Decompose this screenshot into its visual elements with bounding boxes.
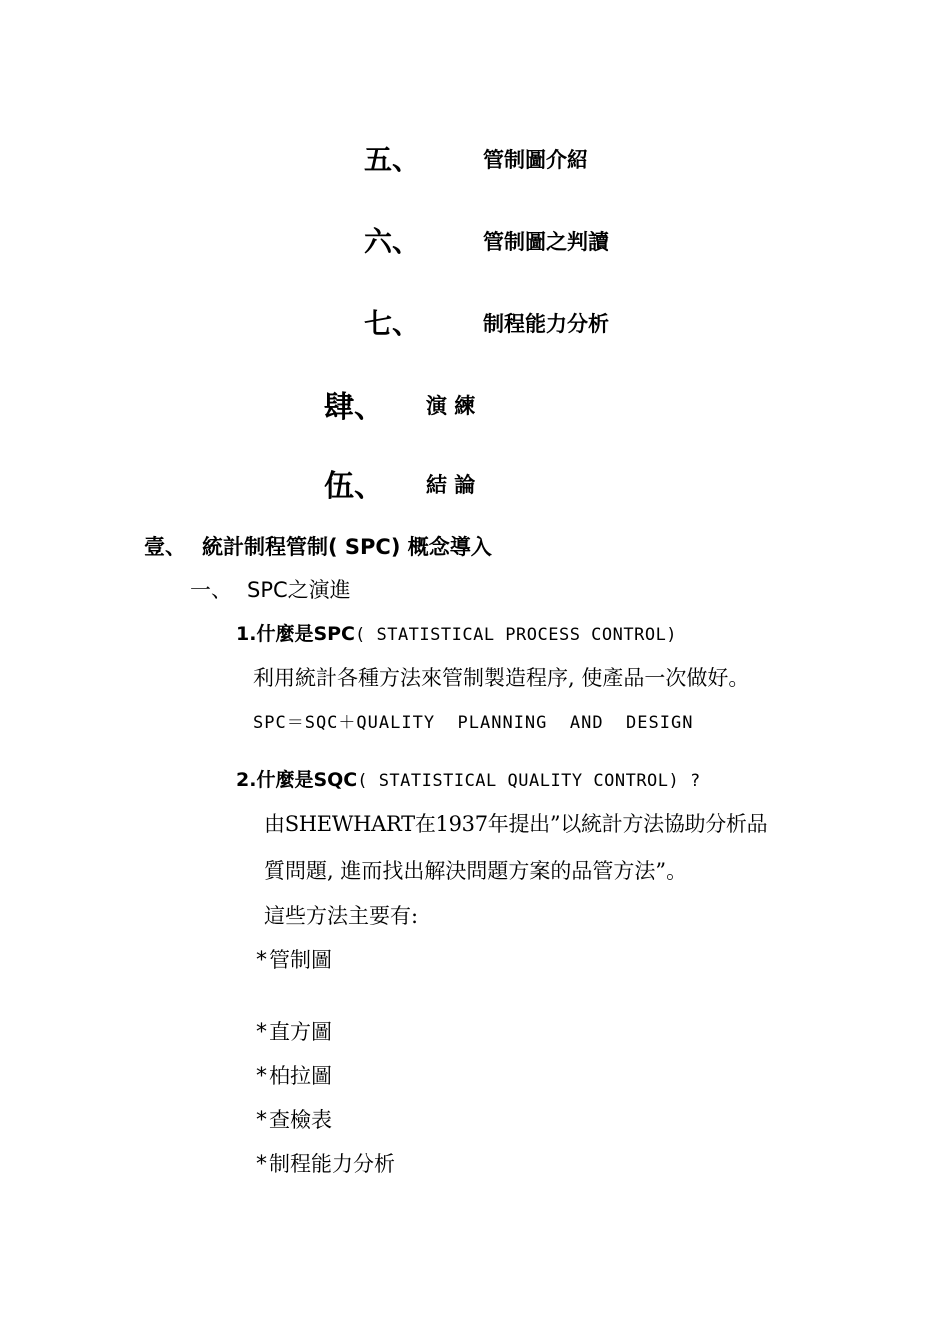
body-text: 由SHEWHART在1937年提出”以統計方法協助分析品	[264, 812, 768, 836]
toc-title: 制程能力分析	[483, 312, 609, 336]
item-paren: ( STATISTICAL QUALITY CONTROL) ?	[357, 771, 701, 791]
list-item-label: 制程能力分析	[269, 1152, 395, 1176]
item-paren: ( STATISTICAL PROCESS CONTROL)	[355, 625, 678, 645]
list-item	[256, 1104, 332, 1134]
item-lead: 1.什麼是SPC	[236, 623, 355, 645]
toc-number: 六、	[364, 225, 421, 258]
toc-number: 肆、	[324, 390, 384, 425]
body-text: 質問題, 進而找出解決問題方案的品管方法”。	[264, 859, 688, 883]
list-item	[256, 1060, 332, 1090]
asterisk-bullet-icon: *	[256, 1108, 267, 1133]
list-item	[256, 944, 332, 974]
body-text: 這些方法主要有:	[264, 904, 419, 928]
list-item	[256, 1016, 332, 1046]
toc-title: 管制圖之判讀	[483, 230, 609, 254]
asterisk-bullet-icon: *	[256, 1064, 267, 1089]
asterisk-bullet-icon: *	[256, 1020, 267, 1045]
formula-text: SPC＝SQC＋QUALITY PLANNING AND DESIGN	[253, 713, 694, 733]
list-item-label: 直方圖	[269, 1020, 332, 1044]
section-title: 統計制程管制( SPC) 概念導入	[202, 535, 492, 559]
list-item-label: 查檢表	[269, 1108, 332, 1132]
body-text: 利用統計各種方法來管制製造程序, 使產品一次做好。	[253, 666, 750, 690]
toc-number: 七、	[364, 307, 421, 340]
subsection-number: 一、	[190, 578, 232, 602]
toc-number: 伍、	[324, 469, 384, 504]
toc-title: 管制圖介紹	[483, 148, 588, 172]
item-lead: 2.什麼是SQC	[236, 769, 358, 791]
item-heading	[236, 765, 701, 792]
toc-title: 結 論	[426, 473, 476, 497]
list-item-label: 管制圖	[269, 948, 332, 972]
subsection-title: SPC之演進	[247, 578, 351, 602]
asterisk-bullet-icon: *	[256, 1152, 267, 1177]
item-heading	[236, 619, 677, 646]
list-item-label: 柏拉圖	[269, 1064, 332, 1088]
asterisk-bullet-icon: *	[256, 948, 267, 973]
toc-title: 演 練	[426, 394, 476, 418]
toc-number: 五、	[364, 143, 421, 176]
section-number: 壹、	[144, 535, 186, 559]
list-item	[256, 1148, 395, 1178]
